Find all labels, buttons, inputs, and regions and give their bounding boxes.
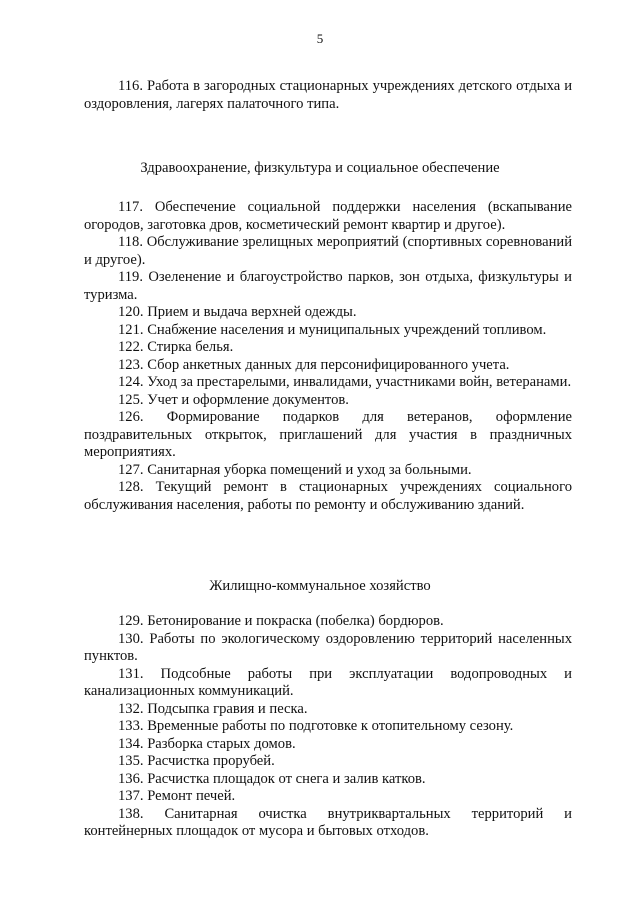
list-item-137: 137. Ремонт печей. — [118, 788, 236, 804]
list-item-129: 129. Бетонирование и покраска (побелка) бордюров. — [118, 613, 444, 629]
list-item-132: 132. Подсыпка гравия и песка. — [118, 700, 308, 717]
list-item-118: 118. Обслуживание зрелищных мероприятий (спортивных соревнований и другое). — [84, 234, 572, 268]
list-item-120: 120. Прием и выдача верхней одежды. — [118, 304, 357, 320]
list-item-125: 125. Учет и оформление документов. — [118, 391, 349, 408]
list-item-117: 117. Обеспечение социальной поддержки населения (вскапывание огородов, заготовка дров, косметический ремонт квартир и другое). — [84, 199, 572, 233]
list-item-122: 122. Стирка белья. — [118, 339, 234, 355]
list-item-135: 135. Расчистка прорубей. — [118, 753, 275, 769]
list-item-119: 119. Озеленение и благоустройство парков, зон отдыха, физкультуры и туризма. — [84, 269, 572, 303]
list-item-136: 136. Расчистка площадок от снега и залив катков. — [118, 770, 426, 787]
section-top-list — [84, 78, 572, 113]
section-health-list — [84, 199, 572, 514]
page-number: 5 — [316, 31, 324, 46]
list-item-121: 121. Снабжение населения и муниципальных учреждений топливом. — [118, 321, 547, 338]
list-item-116: 116. Работа в загородных стационарных учреждениях детского отдыха и оздоровления, лагерях палаточного типа. — [84, 78, 572, 112]
list-item-133: 133. Временные работы по подготовке к отопительному сезону. — [118, 718, 514, 734]
list-item-127: 127. Санитарная уборка помещений и уход за больными. — [118, 461, 472, 478]
list-item-131: 131. Подсобные работы при эксплуатации водопроводных и канализационных коммуникаций. — [84, 665, 572, 699]
list-item-124: 124. Уход за престарелыми, инвалидами, участниками войн, ветеранами. — [118, 374, 572, 390]
list-item-134: 134. Разборка старых домов. — [118, 735, 296, 752]
list-item-123: 123. Сбор анкетных данных для персонифицированного учета. — [118, 356, 510, 373]
section-heading-health: Здравоохранение, физкультура и социальное обеспечение — [140, 160, 500, 176]
list-item-126: 126. Формирование подарков для ветеранов, оформление поздравительных открыток, приглашений для участия в праздничных мероприятиях. — [84, 409, 572, 460]
list-item-128: 128. Текущий ремонт в стационарных учреждениях социального обслуживания населения, работы по ремонту и обслуживанию зданий. — [84, 479, 572, 513]
list-item-130: 130. Работы по экологическому оздоровлению территорий населенных пунктов. — [84, 630, 572, 664]
list-item-138: 138. Санитарная очистка внутриквартальных территорий и контейнерных площадок от мусора и бытовых отходов. — [84, 805, 572, 839]
section-heading-housing: Жилищно-коммунальное хозяйство — [209, 578, 431, 594]
section-housing-list — [84, 613, 572, 841]
